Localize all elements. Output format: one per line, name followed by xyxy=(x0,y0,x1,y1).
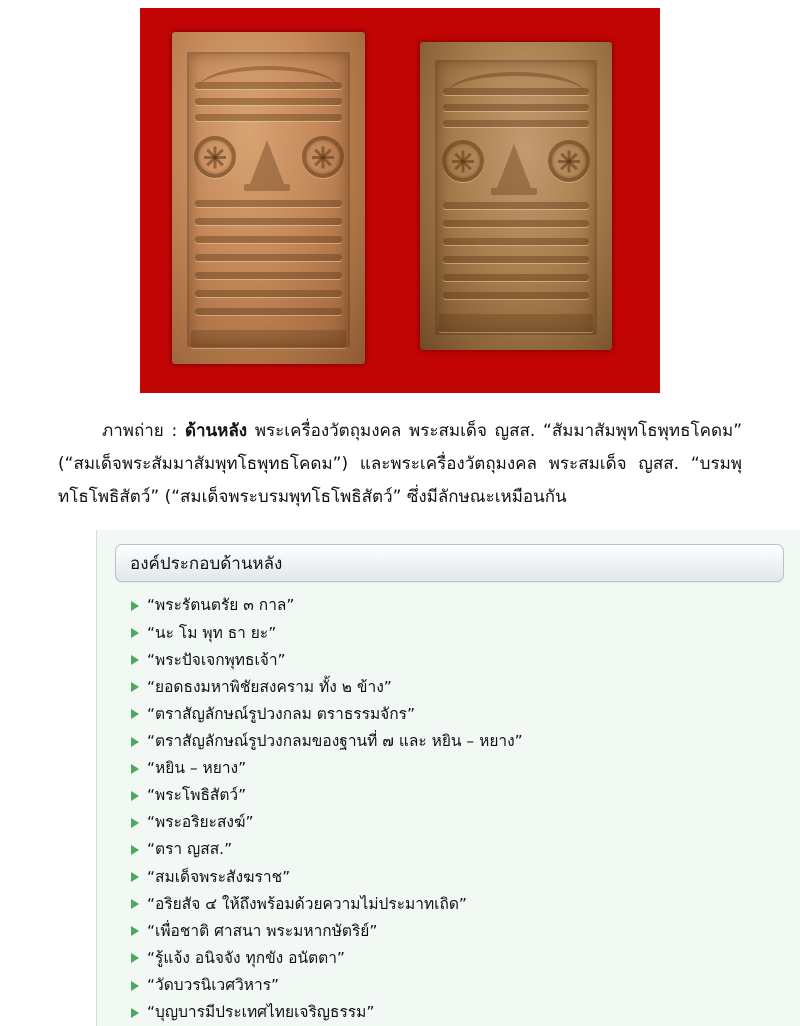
stupa-icon xyxy=(497,144,531,188)
list-item xyxy=(131,620,800,647)
list-item-label: “นะ โม พุท ธา ยะ” xyxy=(147,623,277,642)
list-item-label: “พระรัตนตรัย ๓ กาล” xyxy=(147,596,295,615)
arrow-right-icon xyxy=(131,655,139,665)
arrow-right-icon xyxy=(131,845,139,855)
panel-header xyxy=(115,544,784,582)
list-item xyxy=(131,972,800,999)
components-list xyxy=(97,592,800,1026)
list-item-label: “ตราสัญลักษณ์รูปวงกลมของฐานที่ ๗ และ หยิน – หยาง” xyxy=(147,731,523,750)
photo-container xyxy=(0,0,800,393)
engraved-line xyxy=(195,272,342,279)
engraved-line xyxy=(443,256,589,263)
list-item-label: “พระโพธิสัตว์” xyxy=(147,786,247,805)
list-item xyxy=(131,999,800,1026)
list-item xyxy=(131,918,800,945)
list-item xyxy=(131,728,800,755)
list-item-label: “พระปัจเจกพุทธเจ้า” xyxy=(147,650,286,669)
engraved-line xyxy=(443,292,589,299)
list-item xyxy=(131,945,800,972)
amulet-left-footer-text xyxy=(191,330,345,348)
stupa-base xyxy=(244,184,290,191)
arrow-right-icon xyxy=(131,628,139,638)
engraved-line xyxy=(195,200,342,207)
list-item-label: “วัดบวรนิเวศวิหาร” xyxy=(147,975,280,994)
arrow-right-icon xyxy=(131,981,139,991)
caption-bold: ด้านหลัง xyxy=(184,421,248,441)
list-item-label: “ตรา ญสส.” xyxy=(147,840,233,859)
list-item-label: “รู้แจ้ง อนิจจัง ทุกขัง อนัตตา” xyxy=(147,948,345,967)
list-item xyxy=(131,701,800,728)
dharma-wheel-icon xyxy=(548,140,590,182)
amulet-photo xyxy=(140,8,660,393)
list-item xyxy=(131,755,800,782)
list-item-label: “เพื่อชาติ ศาสนา พระมหากษัตริย์” xyxy=(147,921,378,940)
engraved-line xyxy=(195,254,342,261)
arrow-right-icon xyxy=(131,1008,139,1018)
list-item xyxy=(131,864,800,891)
arrow-right-icon xyxy=(131,601,139,611)
list-item xyxy=(131,782,800,809)
list-item-label: “สมเด็จพระสังฆราช” xyxy=(147,867,291,886)
arrow-right-icon xyxy=(131,709,139,719)
arrow-right-icon xyxy=(131,682,139,692)
arrow-right-icon xyxy=(131,926,139,936)
arrow-right-icon xyxy=(131,899,139,909)
amulet-left xyxy=(172,32,365,364)
list-item xyxy=(131,809,800,836)
photo-caption xyxy=(58,415,742,514)
engraved-line xyxy=(195,98,342,105)
engraved-line xyxy=(443,274,589,281)
engraved-line xyxy=(195,82,342,89)
components-panel xyxy=(96,530,800,1026)
engraved-line xyxy=(195,290,342,297)
engraved-line xyxy=(195,218,342,225)
list-item xyxy=(131,674,800,701)
amulet-right xyxy=(420,42,612,350)
list-item-label: “พระอริยะสงฆ์” xyxy=(147,813,254,832)
stupa-base xyxy=(491,188,537,195)
amulet-right-footer-text xyxy=(439,314,593,332)
list-item xyxy=(131,592,800,619)
stupa-icon xyxy=(250,140,284,184)
list-item-label: “ยอดธงมหาพิชัยสงคราม ทั้ง ๒ ข้าง” xyxy=(147,677,392,696)
arrow-right-icon xyxy=(131,764,139,774)
dharma-wheel-icon xyxy=(194,136,236,178)
list-item-label: “บุญบารมีประเทศไทยเจริญธรรม” xyxy=(147,1003,375,1022)
engraved-line xyxy=(195,308,342,315)
list-item-label: “อริยสัจ ๔ ให้ถึงพร้อมด้วยความไม่ประมาทเถิด” xyxy=(147,894,467,913)
panel-header-label: องค์ประกอบด้านหลัง xyxy=(130,553,283,574)
list-item xyxy=(131,647,800,674)
list-item xyxy=(131,891,800,918)
engraved-line xyxy=(443,238,589,245)
caption-prefix: ภาพถ่าย : xyxy=(102,421,185,441)
arrow-right-icon xyxy=(131,872,139,882)
list-item-label: “ตราสัญลักษณ์รูปวงกลม ตราธรรมจักร” xyxy=(147,704,415,723)
engraved-line xyxy=(443,88,589,95)
arrow-right-icon xyxy=(131,818,139,828)
engraved-line xyxy=(443,104,589,111)
engraved-line xyxy=(195,236,342,243)
engraved-line xyxy=(195,114,342,121)
engraved-line xyxy=(443,120,589,127)
caption-rest: พระเครื่องวัตถุมงคล พระสมเด็จ ญสส. “สัมมาสัมพุทโธพุทธโคดม” (“สมเด็จพระสัมมาสัมพุทโธพุทธโคดม”) และพระเครื่องวัตถุมงคล พระสมเด็จ ญสส. “บรมพุทโธโพธิสัตว์” (“สมเด็จพระบรมพุทโธโพธิสัตว์” ซึ่งมีลักษณะเหมือนกัน xyxy=(58,421,743,508)
dharma-wheel-icon xyxy=(302,136,344,178)
engraved-line xyxy=(443,202,589,209)
dharma-wheel-icon xyxy=(442,140,484,182)
engraved-line xyxy=(443,220,589,227)
list-item-label: “หยิน – หยาง” xyxy=(147,759,247,778)
arrow-right-icon xyxy=(131,737,139,747)
list-item xyxy=(131,836,800,863)
arrow-right-icon xyxy=(131,791,139,801)
arrow-right-icon xyxy=(131,953,139,963)
